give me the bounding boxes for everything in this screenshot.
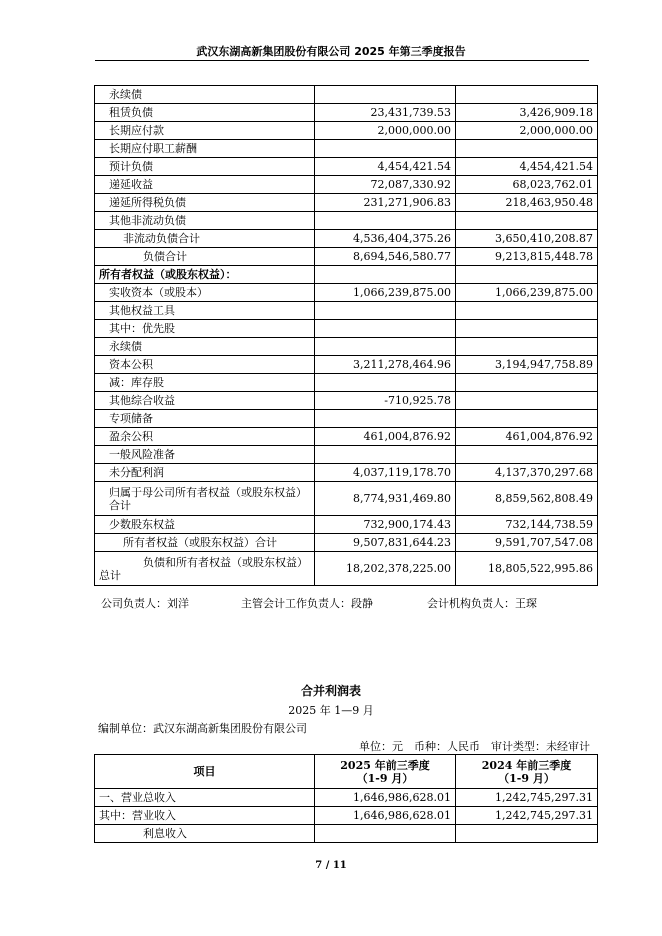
- row-label: 租赁负债: [95, 104, 315, 122]
- row-value-prior: [456, 374, 598, 392]
- row-label: 递延收益: [95, 176, 315, 194]
- row-label: 负债和所有者权益（或股东权益）总计: [95, 552, 315, 586]
- row-value-prior: 8,859,562,808.49: [456, 482, 598, 516]
- table-row: [95, 410, 598, 428]
- row-value-current: [315, 140, 456, 158]
- row-value-prior: 9,591,707,547.08: [456, 534, 598, 552]
- income-statement-title: 合并利润表: [300, 684, 361, 698]
- row-value-prior: 3,426,909.18: [456, 104, 598, 122]
- table-row: [95, 320, 598, 338]
- header-item: 项目: [95, 755, 315, 789]
- row-value-prior: 218,463,950.48: [456, 194, 598, 212]
- row-value-prior: [456, 86, 598, 104]
- table-row: [95, 230, 598, 248]
- row-value-prior: 18,805,522,995.86: [456, 552, 598, 586]
- row-label: 专项储备: [95, 410, 315, 428]
- table-row: [95, 464, 598, 482]
- row-label: 预计负债: [95, 158, 315, 176]
- row-label: 永续债: [95, 338, 315, 356]
- accounting-head: 主管会计工作负责人：段静: [241, 597, 373, 610]
- table-row: [95, 392, 598, 410]
- row-value-prior: [456, 446, 598, 464]
- row-value-prior: [456, 320, 598, 338]
- row-value-prior: [456, 338, 598, 356]
- row-label: 永续债: [95, 86, 315, 104]
- table-row: [95, 807, 598, 825]
- row-value-current: 72,087,330.92: [315, 176, 456, 194]
- row-value-current: 1,646,986,628.01: [315, 789, 456, 807]
- table-row: [95, 516, 598, 534]
- company-head: 公司负责人：刘洋: [101, 597, 189, 610]
- table-row: [95, 104, 598, 122]
- row-value-current: [315, 825, 456, 843]
- report-header: 武汉东湖高新集团股份有限公司 2025 年第三季度报告: [196, 45, 466, 58]
- row-value-current: 8,694,546,580.77: [315, 248, 456, 266]
- table-row: [95, 194, 598, 212]
- balance-sheet-table: [94, 85, 598, 586]
- table-row: [95, 302, 598, 320]
- table-row: [95, 552, 598, 586]
- row-value-prior: [456, 302, 598, 320]
- prepared-by: 编制单位：武汉东湖高新集团股份有限公司: [98, 722, 307, 735]
- row-value-current: 231,271,906.83: [315, 194, 456, 212]
- row-label: 一般风险准备: [95, 446, 315, 464]
- row-label: 少数股东权益: [95, 516, 315, 534]
- row-value-current: 23,431,739.53: [315, 104, 456, 122]
- row-label: 一、营业总收入: [95, 789, 315, 807]
- row-label: 归属于母公司所有者权益（或股东权益）合计: [95, 482, 315, 516]
- row-value-current: [315, 410, 456, 428]
- row-label: 实收资本（或股本）: [95, 284, 315, 302]
- row-value-current: 4,454,421.54: [315, 158, 456, 176]
- row-value-prior: 3,650,410,208.87: [456, 230, 598, 248]
- row-value-prior: 1,066,239,875.00: [456, 284, 598, 302]
- table-row: [95, 534, 598, 552]
- row-value-prior: 1,242,745,297.31: [456, 807, 598, 825]
- row-value-prior: 4,137,370,297.68: [456, 464, 598, 482]
- row-label: 其他综合收益: [95, 392, 315, 410]
- row-value-current: [315, 338, 456, 356]
- table-row: [95, 789, 598, 807]
- row-label: 长期应付职工薪酬: [95, 140, 315, 158]
- table-row: [95, 158, 598, 176]
- row-value-current: -710,925.78: [315, 392, 456, 410]
- table-row: [95, 176, 598, 194]
- row-value-current: 8,774,931,469.80: [315, 482, 456, 516]
- income-statement-period: 2025 年 1—9 月: [288, 704, 374, 717]
- row-value-prior: 3,194,947,758.89: [456, 356, 598, 374]
- row-value-current: 461,004,876.92: [315, 428, 456, 446]
- row-value-prior: 732,144,738.59: [456, 516, 598, 534]
- table-row: [95, 825, 598, 843]
- table-row: [95, 374, 598, 392]
- row-value-current: [315, 302, 456, 320]
- row-value-current: [315, 212, 456, 230]
- row-value-prior: [456, 392, 598, 410]
- row-label: 递延所得税负债: [95, 194, 315, 212]
- table-row: [95, 446, 598, 464]
- row-value-prior: [456, 410, 598, 428]
- table-row: [95, 284, 598, 302]
- table-row: [95, 86, 598, 104]
- row-value-current: 4,037,119,178.70: [315, 464, 456, 482]
- table-row: [95, 356, 598, 374]
- page-number: 7 / 11: [315, 860, 347, 871]
- table-row: [95, 248, 598, 266]
- row-value-prior: 9,213,815,448.78: [456, 248, 598, 266]
- row-value-prior: [456, 825, 598, 843]
- row-value-current: 2,000,000.00: [315, 122, 456, 140]
- row-value-current: 9,507,831,644.23: [315, 534, 456, 552]
- row-value-current: [315, 86, 456, 104]
- header-col-2025: 2025 年前三季度 （1-9 月）: [315, 755, 456, 789]
- accounting-org-head: 会计机构负责人：王琛: [427, 597, 537, 610]
- row-value-current: 1,066,239,875.00: [315, 284, 456, 302]
- row-value-prior: 4,454,421.54: [456, 158, 598, 176]
- row-label: 非流动负债合计: [95, 230, 315, 248]
- row-label: 所有者权益（或股东权益）合计: [95, 534, 315, 552]
- table-row: [95, 428, 598, 446]
- row-label: 盈余公积: [95, 428, 315, 446]
- row-value-current: 3,211,278,464.96: [315, 356, 456, 374]
- row-label: 减：库存股: [95, 374, 315, 392]
- row-value-prior: [456, 212, 598, 230]
- table-row: [95, 482, 598, 516]
- row-label: 其他非流动负债: [95, 212, 315, 230]
- row-value-current: [315, 446, 456, 464]
- row-value-current: 4,536,404,375.26: [315, 230, 456, 248]
- header-divider: [95, 60, 589, 61]
- row-label: 未分配利润: [95, 464, 315, 482]
- row-value-prior: 68,023,762.01: [456, 176, 598, 194]
- row-value-current: 1,646,986,628.01: [315, 807, 456, 825]
- table-header-row: [95, 755, 598, 789]
- table-row: [95, 212, 598, 230]
- row-value-prior: [456, 140, 598, 158]
- unit-info: 单位：元 币种：人民币 审计类型：未经审计: [359, 740, 590, 753]
- income-statement-table: [94, 754, 598, 843]
- row-label: 长期应付款: [95, 122, 315, 140]
- row-value-current: [315, 320, 456, 338]
- row-value-prior: 461,004,876.92: [456, 428, 598, 446]
- row-label: 其中：营业收入: [95, 807, 315, 825]
- header-col-2024: 2024 年前三季度 （1-9 月）: [456, 755, 598, 789]
- row-value-prior: 2,000,000.00: [456, 122, 598, 140]
- row-label: 其中：优先股: [95, 320, 315, 338]
- row-label: 资本公积: [95, 356, 315, 374]
- row-value-current: [315, 374, 456, 392]
- row-value-prior: 1,242,745,297.31: [456, 789, 598, 807]
- row-value-current: 18,202,378,225.00: [315, 552, 456, 586]
- row-label: 负债合计: [95, 248, 315, 266]
- table-row: [95, 140, 598, 158]
- table-row: [95, 266, 598, 284]
- row-value-current: [315, 266, 456, 284]
- row-label: 所有者权益（或股东权益）：: [95, 266, 315, 284]
- table-row: [95, 122, 598, 140]
- table-row: [95, 338, 598, 356]
- row-value-current: 732,900,174.43: [315, 516, 456, 534]
- row-label: 其他权益工具: [95, 302, 315, 320]
- row-label: 利息收入: [95, 825, 315, 843]
- row-value-prior: [456, 266, 598, 284]
